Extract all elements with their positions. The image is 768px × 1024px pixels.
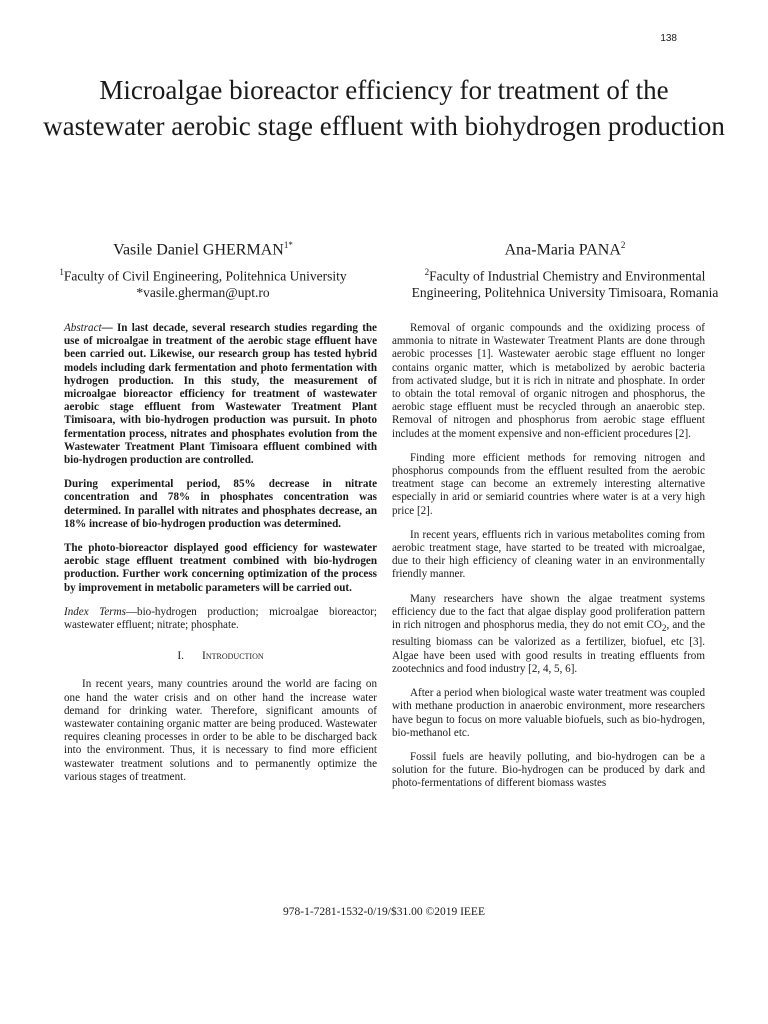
- paper-title: Microalgae bioreactor efficiency for treatment of the wastewater aerobic stage effluent with biohydrogen production: [43, 75, 725, 141]
- body-paragraph: Fossil fuels are heavily polluting, and bio-hydrogen can be a solution for the future. Bio-hydrogen can be produced by dark and photo-fermentations of different biomass wastes: [392, 750, 705, 790]
- abstract-paragraph: During experimental period, 85% decrease in nitrate concentration and 78% in phosphates concentration was determined. In parallel with nitrates and phosphates decrease, an 18% increase of bio-hydrogen production was determined.: [64, 478, 377, 530]
- section-heading: I. Introduction: [177, 650, 264, 663]
- author-name: Ana-Maria PANA$^2$: [504, 240, 626, 259]
- body-paragraph: After a period when biological waste water treatment was coupled with methane production in anaerobic environment, more researchers have begun to focus on more valuable biofuels, such as bio-hydrogen, bio-methanol etc.: [392, 687, 705, 739]
- author-block-2: [398, 235, 732, 301]
- author-affiliation: $^2$Faculty of Industrial Chemistry and Environmental Engineering, Politehnica University Timisoara, Romania: [411, 267, 719, 300]
- left-column: [64, 322, 377, 795]
- body-paragraph: In recent years, effluents rich in various metabolites coming from aerobic treatment stage, have started to be treated with microalgae, due to their high efficiency of cleaning water in an environmentally friendly manner.: [392, 528, 705, 581]
- author-name: Vasile Daniel $GHERMAN^{1*}$: [113, 240, 293, 259]
- body-paragraph: In recent years, many countries around the world are facing on one hand the water crisis and on other hand the increase water demand for drinking water. Therefore, significant amounts of wastewater containing organic matter are being produced. Wastewater requires cleaning processes in order to be able to be discharged back into the environment. Thus, it is necessary to find more efficient wastewater treatment solutions and to permanently optimize the various stages of treatment.: [64, 678, 377, 783]
- body-paragraph: Removal of organic compounds and the oxidizing process of ammonia to nitrate in Wastewater Treatment Plants are done through aerobic processes [1]. Wastewater aerobic stage effluent no longer contains organic matter, which is metabolized by aerobic bacteria from activated sludge, but it is rich in nitrate and phosphate. In order to obtain the total removal of organic nitrogen and phosphorus, the aerobic stage effluent must be recycled through an anaerobic step. Removal of nitrogen and phosphorus from aerobic stage effluent includes at the moment expensive and non-efficient procedures [2].: [392, 322, 705, 440]
- abstract-paragraph: Abstract— In last decade, several research studies regarding the use of microalgae in treatment of the aerobic stage effluent have been carried out. Likewise, our research group has tested hybrid models including dark fermentation and photo fermentation with hydrogen production. In this study, the measurement of microalgae bioreactor efficiency for treatment of wastewater aerobic stage effluent from Wastewater Treatment Plant Timisoara, with bio-hydrogen production was pursuit. In photo fermentation process, nitrates and phosphates evolution from the Wastewater Treatment Plant Timisoara effluent combined with bio-hydrogen production are controlled.: [64, 322, 377, 467]
- body-paragraph: Finding more efficient methods for removing nitrogen and phosphorus compounds from the effluent resulted from the aerobic treatment stage can become an extremely interesting alternative especially in arid or semiarid countries where water is at a very high price [2].: [392, 451, 705, 517]
- index-terms: Index Terms—bio-hydrogen production; microalgae bioreactor; wastewater effluent; nitrate; phosphate.: [64, 605, 377, 632]
- abstract-paragraph: The photo-bioreactor displayed good efficiency for wastewater aerobic stage effluent treatment combined with bio-hydrogen production. Further work concerning optimization of the process by improvement in metabolic parameters will be carried out.: [64, 542, 377, 594]
- author-email: *vasile.gherman@upt.ro: [136, 284, 270, 300]
- author-affiliation: $^1$Faculty of Civil Engineering, Politehnica University: [59, 267, 347, 284]
- body-paragraph: Many researchers have shown the algae treatment systems efficiency due to the fact that algae display good proliferation pattern in rich nitrogen and phosphorus media, they do not emit $CO_2$, and the resulting biomass can be valorized as a fertilizer, biofuel, etc [3]. Algae have been used with good results in treating effluents from zootechnics and food industry [2, 4, 5, 6].: [392, 592, 705, 675]
- author-block-1: [48, 235, 358, 301]
- page-number: 138: [660, 33, 677, 44]
- right-column: [392, 322, 705, 802]
- copyright-footer: 978-1-7281-1532-0/19/$31.00 ©2019 IEEE: [283, 906, 485, 918]
